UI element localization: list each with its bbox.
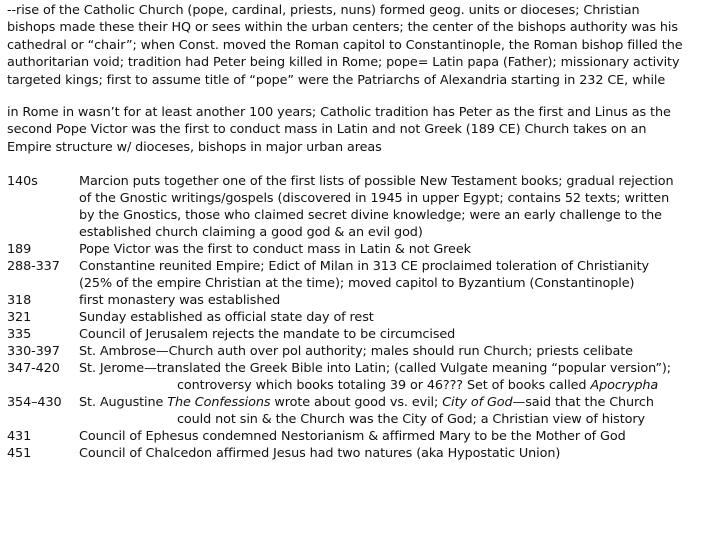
timeline-line: Marcion puts together one of the first lists of possible New Testament books; gradual rejection [79, 174, 674, 189]
timeline-description [79, 445, 713, 462]
timeline-line: Pope Victor was the first to conduct mass in Latin & not Greek [79, 242, 471, 257]
intro-line: --rise of the Catholic Church (pope, cardinal, priests, nuns) formed geog. units or dioceses; Christian [7, 3, 640, 18]
timeline-entry [7, 309, 713, 326]
timeline-line: established church claiming a good god & an evil god) [79, 225, 423, 240]
timeline-entry [7, 292, 713, 309]
timeline-list [7, 173, 713, 462]
timeline-line: of the Gnostic writings/gospels (discovered in 1945 in upper Egypt; contains 52 texts; written [79, 191, 670, 206]
timeline-text: St. Augustine [79, 395, 168, 410]
timeline-entry [7, 394, 713, 428]
timeline-line [79, 394, 713, 411]
timeline-line: Sunday established as official state day of rest [79, 310, 374, 325]
timeline-date: 288-337 [7, 259, 60, 274]
continuation-paragraph [7, 104, 713, 156]
timeline-line: St. Ambrose—Church auth over pol authority; males should run Church; priests celibate [79, 344, 633, 359]
continuation-line: second Pope Victor was the first to conduct mass in Latin and not Greek (189 CE) Church takes on an [7, 122, 647, 138]
intro-line: cathedral or “chair”; when Const. moved the Roman capitol to Constantinople, the Roman bishop filled the [7, 37, 683, 53]
timeline-entry [7, 326, 713, 343]
timeline-line: could not sin & the Church was the City of God; a Christian view of history [177, 412, 646, 427]
timeline-date: 431 [7, 429, 32, 444]
timeline-date: 189 [7, 242, 32, 257]
continuation-line: in Rome in wasn’t for at least another 100 years; Catholic tradition has Peter as the first and Linus as the [7, 105, 671, 120]
timeline-date: 335 [7, 327, 32, 342]
timeline-entry [7, 360, 713, 394]
timeline-text: —said that the Church [512, 395, 654, 410]
timeline-line [79, 377, 713, 394]
book-title: The Confessions [167, 395, 271, 410]
timeline-description [79, 241, 713, 258]
timeline-line: Council of Jerusalem rejects the mandate to be circumcised [79, 327, 456, 342]
timeline-line: Council of Chalcedon affirmed Jesus had two natures (aka Hypostatic Union) [79, 446, 561, 461]
timeline-entry [7, 343, 713, 360]
timeline-date: 140s [7, 174, 38, 189]
timeline-description [79, 343, 713, 360]
intro-paragraph [7, 2, 713, 89]
timeline-description [79, 292, 713, 309]
timeline-description [79, 326, 713, 343]
timeline-entry [7, 241, 713, 258]
timeline-entry [7, 445, 713, 462]
timeline-entry [7, 258, 713, 292]
timeline-description [79, 258, 713, 292]
timeline-date: 354–430 [7, 395, 62, 410]
timeline-description [79, 360, 713, 394]
timeline-date: 321 [7, 310, 32, 325]
timeline-date: 330-397 [7, 344, 60, 359]
timeline-description [79, 309, 713, 326]
intro-line: bishops made these their HQ or sees within the urban centers; the center of the bishops authority was his [7, 20, 678, 36]
continuation-line: Empire structure w/ dioceses, bishops in major urban areas [7, 139, 382, 155]
timeline-description [79, 173, 713, 241]
timeline-entry [7, 173, 713, 241]
timeline-description [79, 428, 713, 445]
intro-line: targeted kings; first to assume title of “pope” were the Patriarchs of Alexandria starting in 232 CE, while [7, 72, 666, 88]
timeline-description [79, 394, 713, 428]
timeline-line: Council of Ephesus condemned Nestorianism & affirmed Mary to be the Mother of God [79, 429, 626, 444]
intro-line: authoritarian void; tradition had Peter being killed in Rome; pope= Latin papa (Father); missionary activity [7, 55, 680, 71]
timeline-date: 347-420 [7, 361, 60, 376]
timeline-date: 318 [7, 293, 32, 308]
apocrypha-term: Apocrypha [590, 378, 659, 393]
timeline-entry [7, 428, 713, 445]
timeline-line: St. Jerome—translated the Greek Bible into Latin; (called Vulgate meaning “popular version”); [79, 361, 672, 376]
timeline-line: Constantine reunited Empire; Edict of Milan in 313 CE proclaimed toleration of Christianity [79, 259, 649, 274]
book-title: City of God [442, 395, 513, 410]
timeline-text: wrote about good vs. evil; [270, 395, 443, 410]
timeline-line: first monastery was established [79, 293, 281, 308]
timeline-line: by the Gnostics, those who claimed secret divine knowledge; were an early challenge to the [79, 208, 662, 223]
timeline-line: (25% of the empire Christian at the time); moved capitol to Byzantium (Constantinople) [79, 276, 635, 291]
timeline-date: 451 [7, 446, 32, 461]
timeline-text: controversy which books totaling 39 or 46??? Set of books called [177, 378, 591, 393]
